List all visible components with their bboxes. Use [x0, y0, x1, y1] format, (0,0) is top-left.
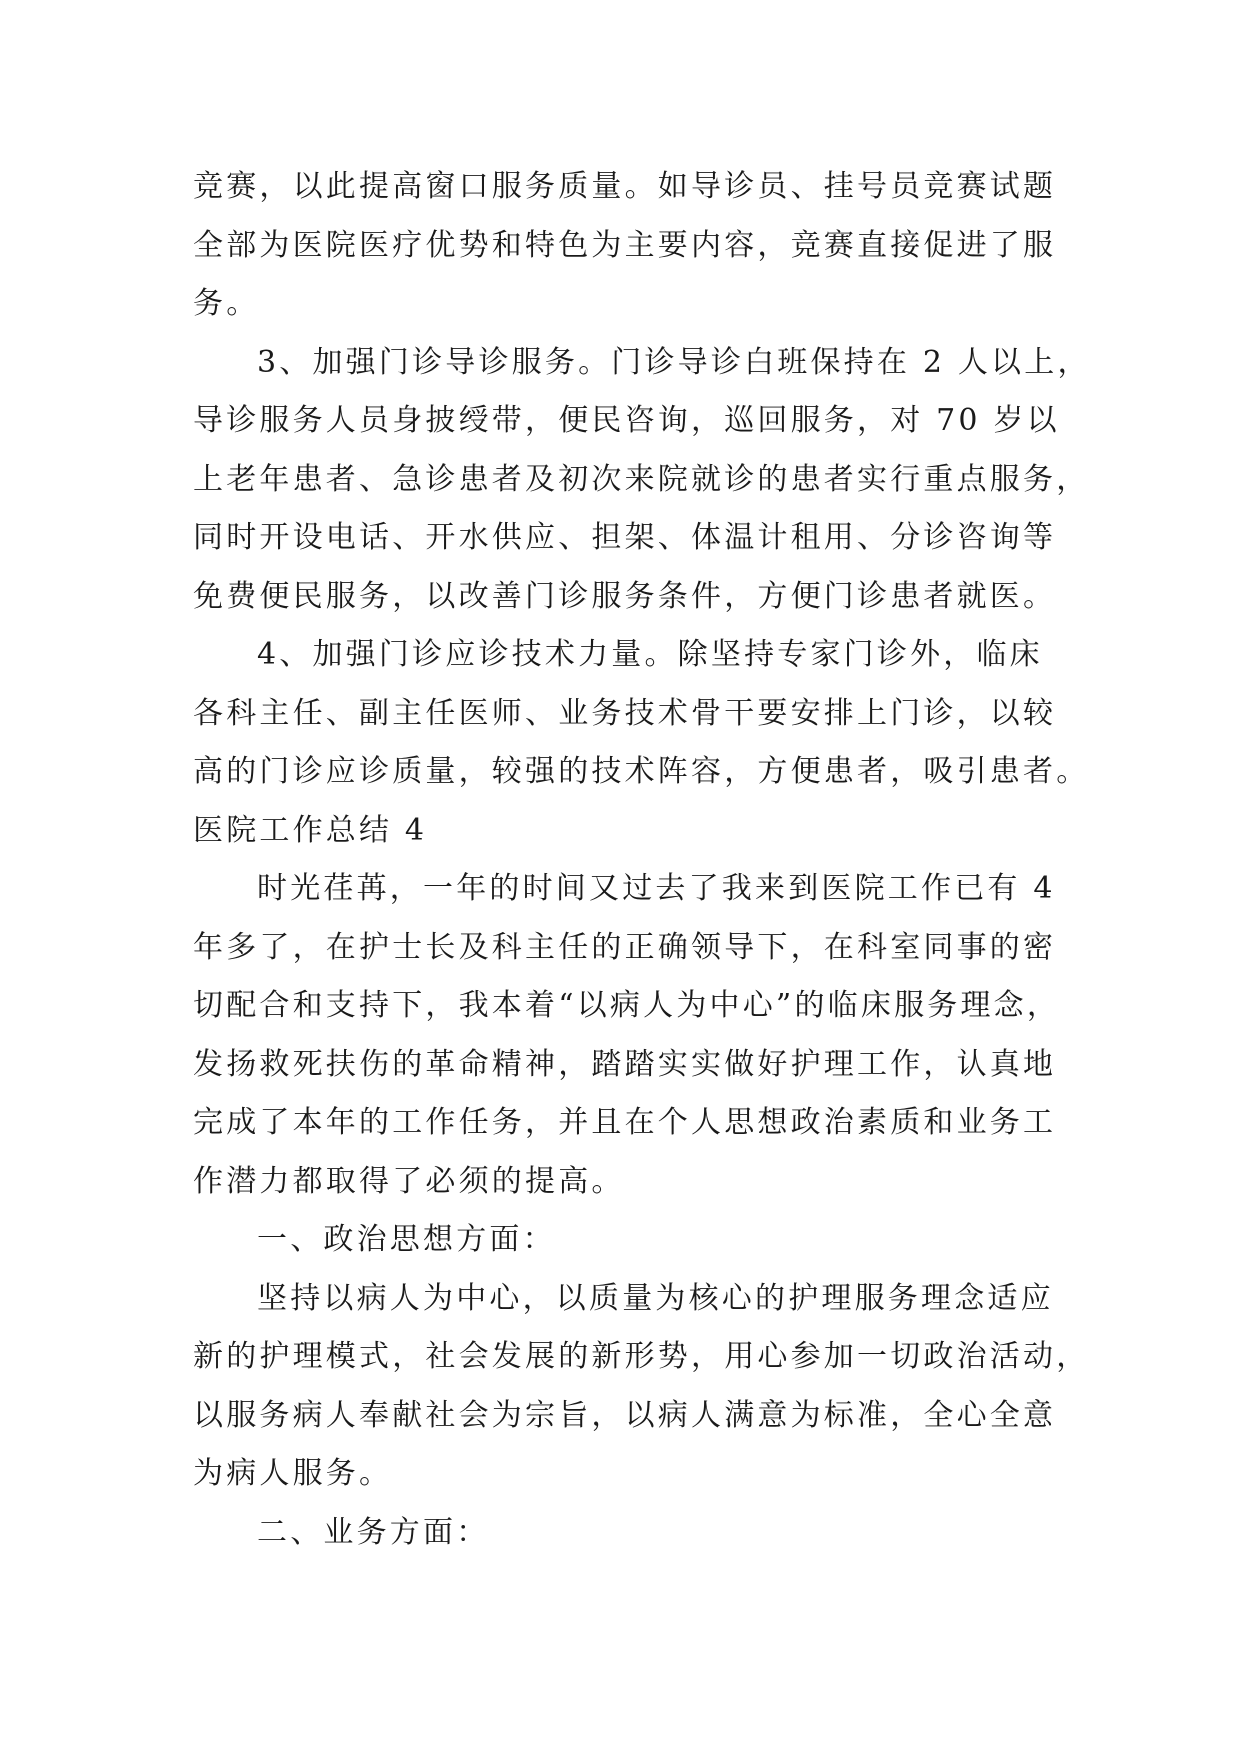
text-line: 同时开设电话、开水供应、担架、体温计租用、分诊咨询等: [193, 520, 1057, 555]
text-line: 竞赛，以此提高窗口服务质量。如导诊员、挂号员竞赛试题: [193, 169, 1057, 204]
text-line: 作潜力都取得了必须的提高。: [193, 1163, 625, 1199]
text-line: 免费便民服务，以改善门诊服务条件，方便门诊患者就医。: [193, 578, 1057, 614]
subsection-heading: 一、政治思想方面：: [257, 1222, 556, 1257]
text-line: 发扬救死扶伤的革命精神，踏踏实实做好护理工作，认真地: [193, 1046, 1057, 1082]
paragraph-start-line: 3、加强门诊导诊服务。门诊导诊白班保持在 2 人以上，: [257, 344, 1091, 380]
paragraph-start-line: 时光荏苒，一年的时间又过去了我来到医院工作已有 4: [257, 871, 1056, 906]
section-heading: 医院工作总结 4: [193, 812, 428, 848]
text-line: 高的门诊应诊质量，较强的技术阵容，方便患者，吸引患者。: [193, 754, 1090, 789]
paragraph-start-line: 坚持以病人为中心，以质量为核心的护理服务理念适应: [257, 1280, 1054, 1316]
text-line: 导诊服务人员身披绶带，便民咨询，巡回服务，对 70 岁以: [193, 403, 1060, 438]
text-line: 各科主任、副主任医师、业务技术骨干要安排上门诊，以较: [193, 695, 1057, 731]
document-body: [193, 158, 1091, 1562]
text-line: 以服务病人奉献社会为宗旨，以病人满意为标准，全心全意: [193, 1397, 1057, 1433]
text-line: 年多了，在护士长及科主任的正确领导下，在科室同事的密: [193, 929, 1057, 965]
text-line: 全部为医院医疗优势和特色为主要内容，竞赛直接促进了服: [193, 227, 1057, 263]
text-line: 务。: [193, 286, 260, 321]
text-line: 完成了本年的工作任务，并且在个人思想政治素质和业务工: [193, 1105, 1057, 1140]
text-line: 新的护理模式，社会发展的新形势，用心参加一切政治活动，: [193, 1339, 1090, 1374]
text-line: 切配合和支持下，我本着“以病人为中心”的临床服务理念，: [193, 988, 1061, 1023]
text-line: 上老年患者、急诊患者及初次来院就诊的患者实行重点服务，: [193, 461, 1090, 497]
paragraph-start-line: 4、加强门诊应诊技术力量。除坚持专家门诊外，临床: [257, 637, 1043, 672]
subsection-heading: 二、业务方面：: [257, 1514, 490, 1550]
text-line: 为病人服务。: [193, 1456, 393, 1491]
